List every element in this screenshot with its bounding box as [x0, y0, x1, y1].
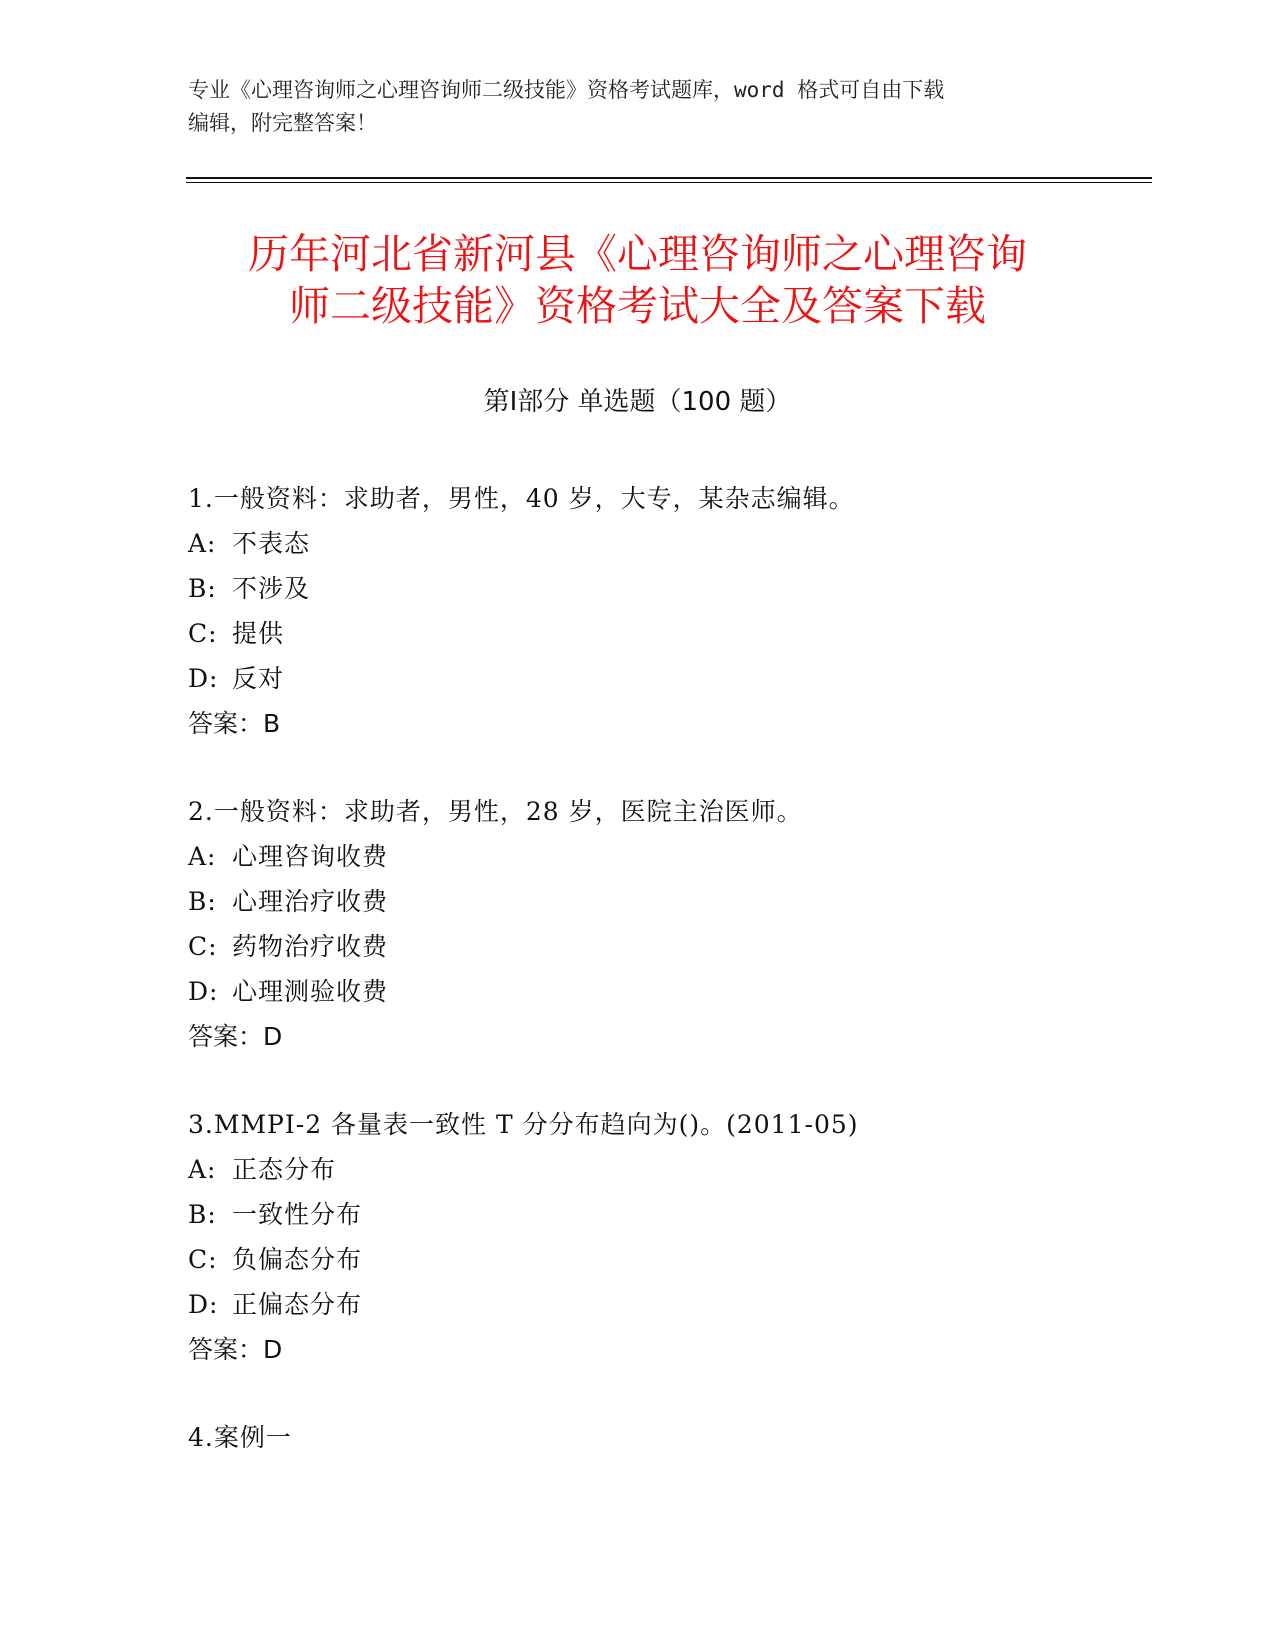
answer-option: [188, 879, 1148, 924]
option-key: C:: [188, 932, 218, 961]
option-text: 心理测验收费: [232, 977, 389, 1006]
document-title: [140, 228, 1135, 332]
option-text: 心理治疗收费: [232, 887, 389, 916]
option-text: 一致性分布: [232, 1200, 363, 1229]
option-text: 正偏态分布: [232, 1290, 363, 1319]
question-block: [188, 476, 1148, 746]
question-stem: 3.MMPI-2 各量表一致性 T 分分布趋向为()。(2011-05): [188, 1110, 859, 1139]
option-key: B:: [188, 574, 217, 603]
option-key: A:: [188, 842, 217, 871]
option-text: 心理咨询收费: [232, 842, 389, 871]
option-key: A:: [188, 529, 217, 558]
answer-option: [188, 1147, 1148, 1192]
option-text: 正态分布: [232, 1155, 337, 1184]
option-key: C:: [188, 619, 218, 648]
question-stem: 4.案例一: [188, 1423, 292, 1452]
answer-key: 答案：D: [188, 1022, 283, 1051]
answer-option: [188, 1192, 1148, 1237]
answer-option: [188, 834, 1148, 879]
option-text: 药物治疗收费: [232, 932, 389, 961]
header-note: [188, 74, 1088, 140]
option-text: 反对: [232, 664, 285, 693]
question-stem: 1.一般资料：求助者，男性，40 岁，大专，某杂志编辑。: [188, 484, 855, 513]
option-text: 不表态: [232, 529, 311, 558]
option-text: 负偏态分布: [232, 1245, 363, 1274]
answer-option: [188, 566, 1148, 611]
document-title-line-1: 历年河北省新河县《心理咨询师之心理咨询: [248, 230, 1027, 278]
answer-option: [188, 611, 1148, 656]
section-title: 第Ⅰ部分 单选题（100 题）: [483, 387, 792, 417]
question-stem: 2.一般资料：求助者，男性，28 岁，医院主治医师。: [188, 797, 803, 826]
header-note-line-1: 专业《心理咨询师之心理咨询师二级技能》资格考试题库，word 格式可自由下载: [188, 78, 945, 102]
header-divider-thin: [186, 182, 1152, 183]
option-text: 提供: [232, 619, 285, 648]
option-key: D:: [188, 977, 219, 1006]
answer-option: [188, 969, 1148, 1014]
answer-option: [188, 1282, 1148, 1327]
document-title-line-2: 师二级技能》资格考试大全及答案下载: [289, 282, 986, 330]
option-key: C:: [188, 1245, 218, 1274]
header-note-line-2: 编辑，附完整答案！: [188, 111, 377, 135]
answer-option: [188, 521, 1148, 566]
option-key: D:: [188, 664, 219, 693]
header-divider-thick: [186, 177, 1152, 179]
answer-option: [188, 656, 1148, 701]
answer-option: [188, 924, 1148, 969]
question-block: [188, 1102, 1148, 1372]
option-key: A:: [188, 1155, 217, 1184]
question-list: [188, 476, 1148, 1503]
question-block: [188, 1415, 1148, 1460]
option-key: D:: [188, 1290, 219, 1319]
answer-key: 答案：D: [188, 1335, 283, 1364]
option-text: 不涉及: [232, 574, 311, 603]
answer-key: 答案：B: [188, 709, 281, 738]
answer-option: [188, 1237, 1148, 1282]
option-key: B:: [188, 887, 217, 916]
question-block: [188, 789, 1148, 1059]
option-key: B:: [188, 1200, 217, 1229]
